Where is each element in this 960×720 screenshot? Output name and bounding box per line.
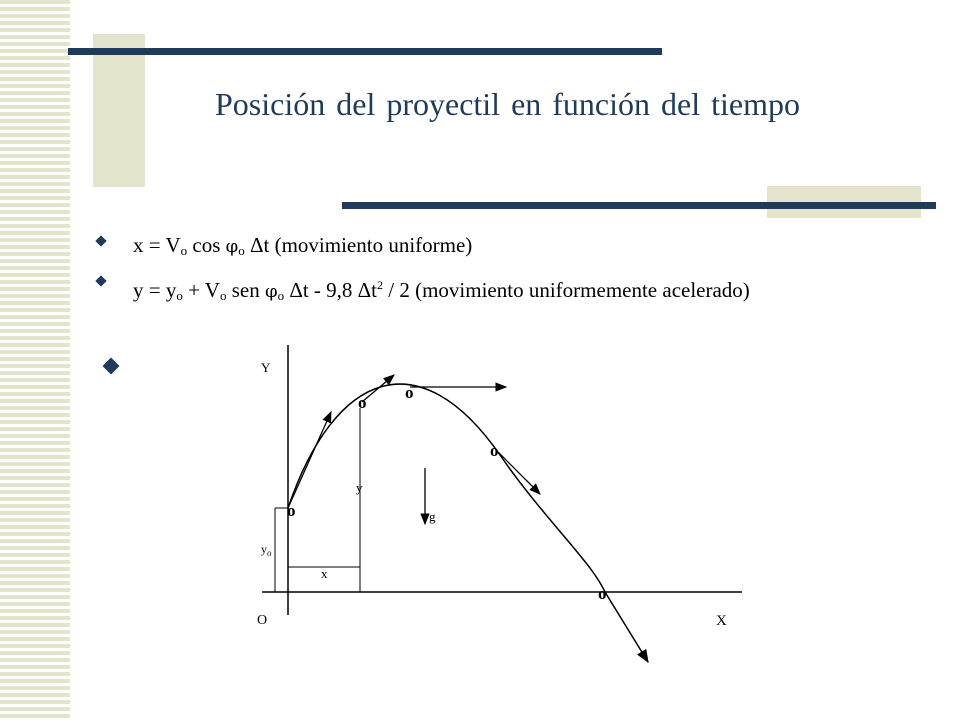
velocity-vector-falling <box>498 452 540 494</box>
velocity-vector-start <box>288 412 331 508</box>
eq-y-part: sen <box>226 278 265 302</box>
eq-y-sub: o <box>277 288 285 303</box>
trajectory-end-arrow <box>605 592 648 662</box>
slide-title: Posición del proyectil en función del tiempo <box>215 86 800 122</box>
eq-y-sub: o <box>176 288 183 303</box>
eq-x-sub: o <box>180 243 188 258</box>
eq-x-part: x = V <box>133 233 181 257</box>
y0-label: $y_o$ <box>261 542 272 558</box>
eq-y-part: / 2 (movimiento uniformemente acelerado) <box>383 278 750 302</box>
gravity-label: g <box>429 509 436 524</box>
position-marker: o <box>598 584 607 603</box>
eq-x-sub: o <box>238 243 245 258</box>
position-marker: o <box>405 383 414 402</box>
eq-y-part: Δt - 9,8 Δt <box>284 278 378 302</box>
eq-x-part: cos <box>187 233 226 257</box>
x-axis-label: X <box>716 613 727 629</box>
eq-y-sub: o <box>219 288 227 303</box>
eq-y-part: + V <box>182 278 220 302</box>
phi-symbol: φ <box>225 236 239 257</box>
y-label: y <box>356 480 363 495</box>
velocity-vector-rising <box>362 375 394 402</box>
eq-x-part: Δt (movimiento uniforme) <box>244 233 473 257</box>
position-marker: o <box>490 441 499 460</box>
eq-y-sup: 2 <box>377 278 384 292</box>
x-label: x <box>321 566 328 581</box>
trajectory-curve <box>288 384 605 592</box>
position-marker: o <box>287 501 296 520</box>
origin-label: O <box>257 613 268 628</box>
phi-symbol: φ <box>264 281 278 302</box>
y-axis-label: Y <box>261 360 271 375</box>
eq-y-part: y = y <box>133 278 177 302</box>
position-marker: o <box>358 393 367 412</box>
